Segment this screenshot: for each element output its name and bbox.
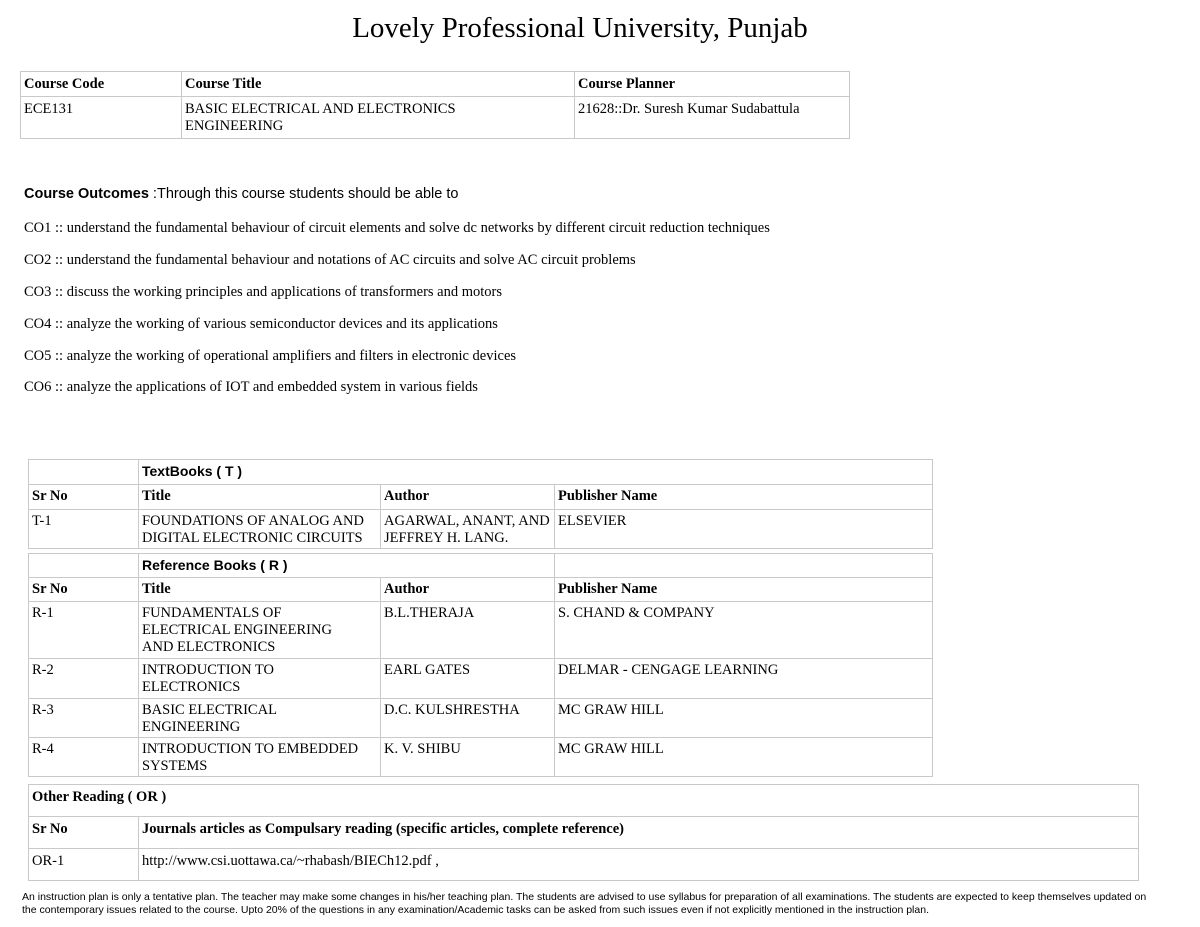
course-outcome-item: CO2 :: understand the fundamental behaviour and notations of AC circuits and solve AC circuit problems [24,252,636,268]
reference-books-caption: Reference Books ( R ) [139,554,555,578]
course-outcomes-label: Course Outcomes [24,186,149,202]
publisher-cell: ELSEVIER [555,510,933,549]
sr-no-header: Sr No [29,817,139,849]
title-header: Title [139,578,381,602]
sr-no-cell: R-4 [29,738,139,777]
course-title: BASIC ELECTRICAL AND ELECTRONICS ENGINEERING [182,97,575,139]
empty-cell [29,460,139,485]
table-header-row [29,817,1139,849]
table-header-row [21,72,850,97]
empty-cell [29,554,139,578]
title-cell: FUNDAMENTALS OF ELECTRICAL ENGINEERING AND ELECTRONICS [139,602,381,659]
table-row [29,849,1139,881]
other-reading-table [28,784,1139,881]
sr-no-cell: OR-1 [29,849,139,881]
course-planner: 21628::Dr. Suresh Kumar Sudabattula [575,97,850,139]
table-caption-row [29,460,933,485]
textbooks-caption: TextBooks ( T ) [139,460,933,485]
table-row [29,510,933,549]
page-title: Lovely Professional University, Punjab [352,12,808,44]
publisher-cell: S. CHAND & COMPANY [555,602,933,659]
author-cell: B.L.THERAJA [381,602,555,659]
sr-no-header: Sr No [29,578,139,602]
table-row [21,97,850,139]
reading-link[interactable]: http://www.csi.uottawa.ca/~rhabash/BIECh12.pdf , [139,849,1139,881]
textbooks-table [28,459,933,549]
instruction-plan-footnote: An instruction plan is only a tentative plan. The teacher may make some changes in his/her teaching plan. The students are advised to use syllabus for preparation of all examinations. The students are expected to keep themselves updated on the contemporary issues related to the course. Upto 20% of the questions in any examination/Academic tasks can be asked from such issues even if not explicitly mentioned in the instruction plan. [22,891,1147,916]
author-cell: AGARWAL, ANANT, AND JEFFREY H. LANG. [381,510,555,549]
publisher-cell: MC GRAW HILL [555,738,933,777]
title-cell: BASIC ELECTRICAL ENGINEERING [139,699,381,738]
table-row [29,602,933,659]
title-cell: FOUNDATIONS OF ANALOG AND DIGITAL ELECTRONIC CIRCUITS [139,510,381,549]
course-outcome-item: CO5 :: analyze the working of operational amplifiers and filters in electronic devices [24,348,517,364]
author-cell: K. V. SHIBU [381,738,555,777]
course-title-header: Course Title [182,72,575,97]
publisher-header: Publisher Name [555,485,933,510]
author-header: Author [381,578,555,602]
empty-cell [555,554,933,578]
publisher-cell: DELMAR - CENGAGE LEARNING [555,659,933,699]
author-cell: D.C. KULSHRESTHA [381,699,555,738]
course-planner-header: Course Planner [575,72,850,97]
course-outcomes-intro: :Through this course students should be able to [148,186,459,202]
sr-no-header: Sr No [29,485,139,510]
author-header: Author [381,485,555,510]
title-header: Title [139,485,381,510]
journals-header: Journals articles as Compulsary reading (specific articles, complete reference) [139,817,1139,849]
course-outcome-item: CO3 :: discuss the working principles and applications of transformers and motors [24,284,503,300]
publisher-cell: MC GRAW HILL [555,699,933,738]
sr-no-cell: R-1 [29,602,139,659]
course-code-header: Course Code [21,72,182,97]
title-cell: INTRODUCTION TO ELECTRONICS [139,659,381,699]
table-caption-row [29,554,933,578]
author-cell: EARL GATES [381,659,555,699]
table-row [29,699,933,738]
course-outcome-item: CO4 :: analyze the working of various semiconductor devices and its applications [24,316,498,332]
sr-no-cell: T-1 [29,510,139,549]
table-row [29,738,933,777]
course-info-table [20,71,850,139]
table-header-row [29,485,933,510]
course-code: ECE131 [21,97,182,139]
publisher-header: Publisher Name [555,578,933,602]
reference-books-table [28,553,933,777]
other-reading-caption: Other Reading ( OR ) [29,785,1139,817]
title-cell: INTRODUCTION TO EMBEDDED SYSTEMS [139,738,381,777]
table-caption-row [29,785,1139,817]
course-outcomes-heading [24,186,458,203]
course-outcome-item: CO6 :: analyze the applications of IOT and embedded system in various fields [24,379,478,395]
sr-no-cell: R-2 [29,659,139,699]
table-header-row [29,578,933,602]
table-row [29,659,933,699]
course-outcome-item: CO1 :: understand the fundamental behaviour of circuit elements and solve dc networks by different circuit reduction techniques [24,220,770,236]
sr-no-cell: R-3 [29,699,139,738]
